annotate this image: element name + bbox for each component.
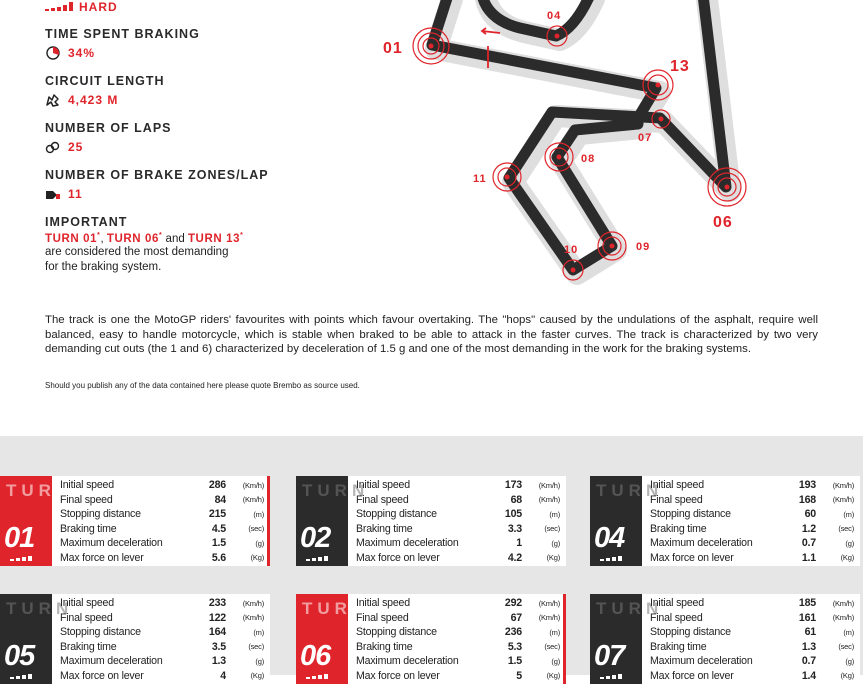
metric-unit: (m) <box>843 509 854 519</box>
turn-number: 06 <box>300 640 331 672</box>
track-layout-icon <box>45 94 60 107</box>
metric-unit: (sec) <box>248 524 264 534</box>
turn-card-07 <box>590 594 860 684</box>
metric-label: Final speed <box>650 493 703 506</box>
metric-value: 1.4 <box>801 669 816 682</box>
metric-value: 1.5 <box>211 537 226 550</box>
metric-label: Braking time <box>356 640 413 653</box>
turn-01-label: 01 <box>383 40 403 57</box>
metric-label: Braking time <box>650 640 707 653</box>
laps-loop-icon <box>45 141 60 154</box>
metric-label: Braking time <box>650 522 707 535</box>
difficulty-bars-icon <box>45 2 73 11</box>
metric-unit: (m) <box>843 627 854 637</box>
metric-row <box>356 669 563 684</box>
metric-row <box>650 640 860 655</box>
metric-label: Max force on lever <box>60 669 144 682</box>
metric-unit: (Km/h) <box>242 598 264 608</box>
metric-value: 105 <box>504 508 522 521</box>
metric-row <box>650 625 860 640</box>
turn-tab <box>0 476 74 566</box>
metric-unit: (g) <box>551 656 560 666</box>
metric-row <box>650 536 860 551</box>
metric-value: 3.3 <box>507 522 522 535</box>
brake-zones-title: NUMBER OF BRAKE ZONES/LAP <box>45 168 269 182</box>
turn-card-02 <box>296 476 566 566</box>
metric-row <box>356 596 563 611</box>
metric-row <box>356 507 566 522</box>
turn-01-marker <box>413 28 449 64</box>
metric-unit: (Km/h) <box>538 598 560 608</box>
turn-04-label: 04 <box>547 10 562 22</box>
metric-label: Max force on lever <box>60 551 144 564</box>
metric-row <box>60 669 270 684</box>
turn-metrics <box>642 476 860 566</box>
metric-row <box>650 507 860 522</box>
metric-row <box>356 522 566 537</box>
metric-unit: (g) <box>255 656 264 666</box>
metric-label: Initial speed <box>60 479 114 492</box>
metric-label: Maximum deceleration <box>650 537 753 550</box>
metric-row <box>650 669 860 684</box>
metric-label: Stopping distance <box>60 626 141 639</box>
turn-card-04 <box>590 476 860 566</box>
metric-row <box>650 551 860 566</box>
metric-value: 60 <box>804 508 816 521</box>
metric-label: Max force on lever <box>356 669 440 682</box>
metric-unit: (sec) <box>248 642 264 652</box>
metric-row <box>356 493 566 508</box>
metric-row <box>60 522 267 537</box>
metric-row <box>60 551 267 566</box>
metric-value: 67 <box>510 611 522 624</box>
circuit-length-stat <box>45 74 345 107</box>
time-braking-value: 34% <box>68 46 96 60</box>
turn-tab <box>590 476 664 566</box>
metric-label: Stopping distance <box>356 508 437 521</box>
metric-label: Final speed <box>60 493 113 506</box>
turn-card-06 <box>296 594 566 684</box>
metric-value: 161 <box>798 611 816 624</box>
metric-label: Stopping distance <box>650 626 731 639</box>
turn-data-grid <box>0 436 863 682</box>
metric-unit: (Km/h) <box>538 495 560 505</box>
difficulty-label: HARD <box>79 0 118 14</box>
turn-10-label: 10 <box>564 244 579 256</box>
metric-unit: (Kg) <box>840 553 854 563</box>
metric-value: 173 <box>504 479 522 492</box>
metric-value: 215 <box>208 508 226 521</box>
metric-label: Braking time <box>356 522 413 535</box>
brake-caliper-icon <box>45 188 60 201</box>
metric-unit: (Km/h) <box>242 495 264 505</box>
turn-number: 02 <box>300 522 331 554</box>
metric-label: Max force on lever <box>650 669 734 682</box>
turn-number: 04 <box>594 522 625 554</box>
metric-label: Initial speed <box>650 479 704 492</box>
metric-value: 1.3 <box>801 640 816 653</box>
metric-label: Max force on lever <box>356 551 440 564</box>
laps-value: 25 <box>68 140 84 154</box>
intensity-bars-icon <box>600 556 622 561</box>
metric-unit: (sec) <box>838 524 854 534</box>
metric-unit: (Km/h) <box>538 480 560 490</box>
metric-row <box>356 478 566 493</box>
metric-unit: (Km/h) <box>832 613 854 623</box>
metric-value: 0.7 <box>801 655 816 668</box>
metric-row <box>356 640 563 655</box>
metric-unit: (Km/h) <box>832 495 854 505</box>
metric-label: Final speed <box>356 611 409 624</box>
time-braking-title: TIME SPENT BRAKING <box>45 27 200 41</box>
metric-unit: (Kg) <box>546 671 560 681</box>
time-braking-stat <box>45 27 345 60</box>
metric-row <box>60 493 267 508</box>
metric-row <box>60 611 270 626</box>
important-title: IMPORTANT <box>45 215 128 229</box>
metric-unit: (Kg) <box>250 553 264 563</box>
metric-value: 185 <box>798 597 816 610</box>
metric-row <box>60 654 270 669</box>
metric-value: 1.3 <box>211 655 226 668</box>
important-turns: TURN 01*, TURN 06* and TURN 13* <box>45 232 244 245</box>
metric-value: 233 <box>208 597 226 610</box>
metric-unit: (m) <box>549 509 560 519</box>
metric-value: 164 <box>208 626 226 639</box>
important-turn-13: TURN 13 <box>187 232 241 245</box>
turn-tab <box>296 476 370 566</box>
metric-row <box>356 625 563 640</box>
turn-tab-word: TURN <box>596 599 664 618</box>
important-note-line2: for the braking system. <box>45 260 162 273</box>
metric-label: Initial speed <box>650 597 704 610</box>
metric-label: Maximum deceleration <box>650 655 753 668</box>
turn-card-05 <box>0 594 270 684</box>
metric-value: 1.2 <box>801 522 816 535</box>
turn-tab <box>0 594 74 684</box>
metric-value: 1.1 <box>801 551 816 564</box>
metric-value: 168 <box>798 493 816 506</box>
metric-unit: (m) <box>253 627 264 637</box>
metric-row <box>650 611 860 626</box>
metric-unit: (Kg) <box>840 671 854 681</box>
turn-number: 05 <box>4 640 35 672</box>
metric-label: Final speed <box>60 611 113 624</box>
turn-tab-word: TURN <box>6 481 74 500</box>
metric-row <box>60 478 267 493</box>
metric-label: Maximum deceleration <box>356 537 459 550</box>
metric-value: 5.3 <box>507 640 522 653</box>
turn-13-label: 13 <box>670 58 690 75</box>
metric-unit: (Km/h) <box>832 598 854 608</box>
important-turn-01: TURN 01 <box>45 232 98 245</box>
metric-unit: (g) <box>551 538 560 548</box>
metric-unit: (Km/h) <box>242 613 264 623</box>
metric-row <box>650 522 860 537</box>
turn-06-label: 06 <box>713 214 733 231</box>
circuit-length-title: CIRCUIT LENGTH <box>45 74 165 88</box>
metric-row <box>650 596 860 611</box>
metric-unit: (Km/h) <box>832 480 854 490</box>
metric-label: Braking time <box>60 522 117 535</box>
important-turn-06: TURN 06 <box>106 232 160 245</box>
metric-unit: (sec) <box>544 524 560 534</box>
turn-tab-word: TURN <box>302 481 370 500</box>
metric-label: Final speed <box>650 611 703 624</box>
metric-label: Stopping distance <box>650 508 731 521</box>
turn-08-label: 08 <box>581 153 596 165</box>
track-description: The track is one the MotoGP riders' favourites with points which favour overtaking. The "hops" caused by the undulations of the asphalt, require well balanced, easy to handle motorcycle, which is stable when braked to be able to attack in the faster curves. The track is characterized by two very demanding cut outs (the 1 and 6) characterized by deceleration of 1.5 g and one of the most demanding in the work for the braking systems. <box>45 314 818 355</box>
turn-tab-word: TURN <box>596 481 664 500</box>
metric-row <box>356 536 566 551</box>
metric-row <box>356 551 566 566</box>
metric-row <box>60 640 270 655</box>
metric-row <box>60 507 267 522</box>
metric-value: 3.5 <box>211 640 226 653</box>
metric-value: 1 <box>516 537 522 550</box>
metric-label: Stopping distance <box>356 626 437 639</box>
metric-value: 84 <box>214 493 226 506</box>
metric-unit: (sec) <box>544 642 560 652</box>
metric-unit: (g) <box>845 538 854 548</box>
laps-stat <box>45 121 345 154</box>
turn-number: 07 <box>594 640 625 672</box>
turn-tab-word: TURN <box>302 599 370 618</box>
metric-unit: (sec) <box>838 642 854 652</box>
pie-chart-icon <box>45 47 60 60</box>
metric-value: 122 <box>208 611 226 624</box>
turn-09-label: 09 <box>636 241 651 253</box>
metric-unit: (Km/h) <box>242 480 264 490</box>
metric-value: 236 <box>504 626 522 639</box>
turn-tab-word: TURN <box>6 599 74 618</box>
metric-value: 5 <box>516 669 522 682</box>
metric-row <box>60 536 267 551</box>
metric-label: Initial speed <box>356 479 410 492</box>
metric-label: Max force on lever <box>650 551 734 564</box>
metric-row <box>650 478 860 493</box>
turn-tab <box>590 594 664 684</box>
metric-value: 193 <box>798 479 816 492</box>
intensity-bars-icon <box>600 674 622 679</box>
turn-metrics <box>52 476 270 566</box>
turn-metrics <box>348 594 566 684</box>
metric-value: 1.5 <box>507 655 522 668</box>
metric-row <box>356 654 563 669</box>
difficulty-indicator <box>45 0 118 13</box>
turn-13-marker <box>643 70 673 100</box>
intensity-bars-icon <box>306 556 328 561</box>
metric-unit: (Km/h) <box>538 613 560 623</box>
turn-metrics <box>348 476 566 566</box>
metric-label: Braking time <box>60 640 117 653</box>
metric-unit: (m) <box>549 627 560 637</box>
metric-label: Initial speed <box>356 597 410 610</box>
turn-metrics <box>642 594 860 684</box>
important-note-line1: are considered the most demanding <box>45 245 229 258</box>
metric-value: 286 <box>208 479 226 492</box>
metric-label: Final speed <box>356 493 409 506</box>
metric-label: Maximum deceleration <box>60 655 163 668</box>
metric-label: Initial speed <box>60 597 114 610</box>
metric-row <box>60 625 270 640</box>
turn-card-01 <box>0 476 270 566</box>
metric-unit: (Kg) <box>250 671 264 681</box>
metric-value: 0.7 <box>801 537 816 550</box>
metric-row <box>356 611 563 626</box>
metric-label: Stopping distance <box>60 508 141 521</box>
metric-row <box>650 654 860 669</box>
circuit-length-value: 4,423 M <box>68 93 119 107</box>
metric-value: 68 <box>510 493 522 506</box>
intensity-bars-icon <box>306 674 328 679</box>
important-note <box>45 215 345 275</box>
metric-unit: (g) <box>255 538 264 548</box>
metric-row <box>650 493 860 508</box>
source-credit: Should you publish any of the data contained here please quote Brembo as source used. <box>45 381 360 390</box>
brake-zones-stat <box>45 168 345 201</box>
metric-label: Maximum deceleration <box>356 655 459 668</box>
metric-value: 61 <box>804 626 816 639</box>
turn-metrics <box>52 594 270 684</box>
intensity-bars-icon <box>10 556 32 561</box>
intensity-bars-icon <box>10 674 32 679</box>
metric-value: 4.5 <box>211 522 226 535</box>
metric-unit: (Kg) <box>546 553 560 563</box>
metric-label: Maximum deceleration <box>60 537 163 550</box>
laps-title: NUMBER OF LAPS <box>45 121 172 135</box>
turn-11-label: 11 <box>473 173 487 185</box>
metric-unit: (m) <box>253 509 264 519</box>
track-map <box>370 0 790 290</box>
brake-zones-value: 11 <box>68 187 83 201</box>
metric-value: 4.2 <box>507 551 522 564</box>
metric-value: 5.6 <box>211 551 226 564</box>
turn-number: 01 <box>4 522 35 554</box>
metric-unit: (g) <box>845 656 854 666</box>
metric-row <box>60 596 270 611</box>
turn-tab <box>296 594 370 684</box>
turn-07-label: 07 <box>638 132 653 144</box>
metric-value: 4 <box>220 669 226 682</box>
metric-value: 292 <box>504 597 522 610</box>
